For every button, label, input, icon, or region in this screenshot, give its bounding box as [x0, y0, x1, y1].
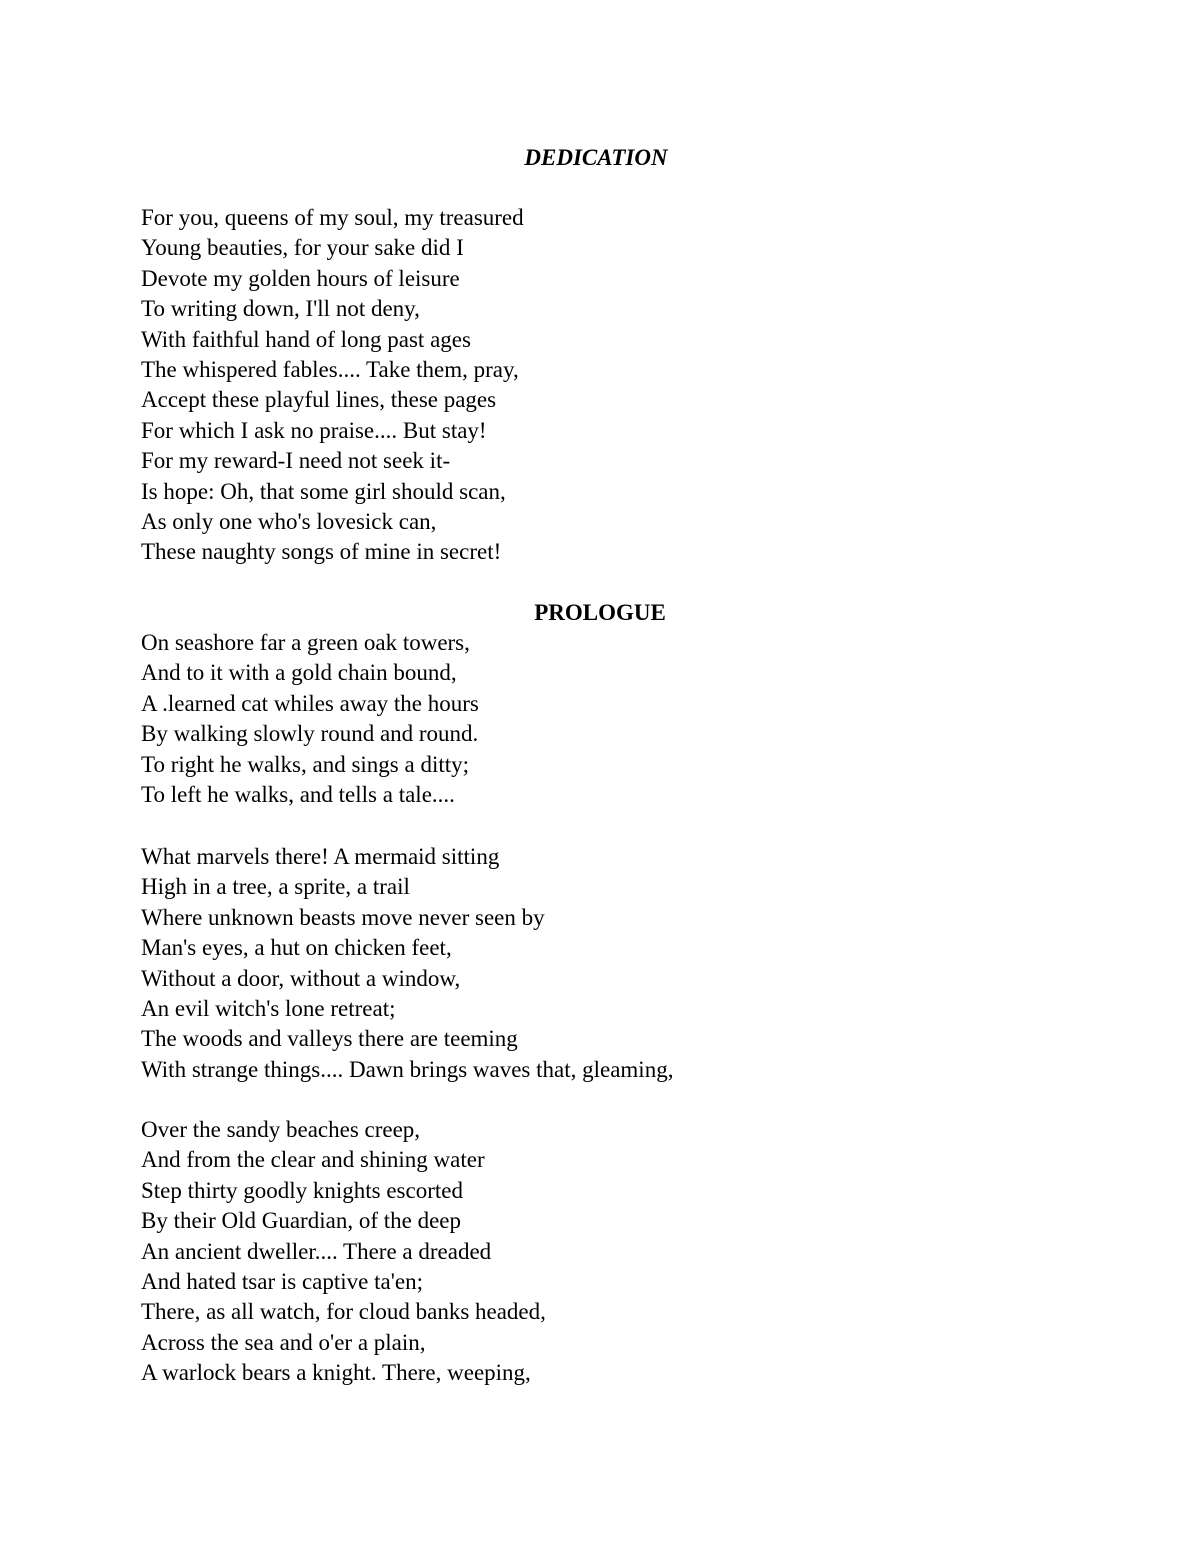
poem-line: An ancient dweller.... There a dreaded [141, 1238, 492, 1264]
poem-line: Young beauties, for your sake did I [141, 235, 464, 261]
dedication-heading: DEDICATION [524, 145, 668, 170]
poem-line: Over the sandy beaches creep, [141, 1117, 421, 1142]
poem-line: And hated tsar is captive ta'en; [141, 1268, 423, 1294]
poem-line: Is hope: Oh, that some girl should scan, [141, 478, 506, 504]
poem-line: And to it with a gold chain bound, [141, 660, 457, 686]
poem-line: High in a tree, a sprite, a trail [141, 874, 410, 900]
poem-line: Across the sea and o'er a plain, [141, 1329, 426, 1355]
poem-line: Man's eyes, a hut on chicken feet, [141, 935, 452, 961]
poem-line: As only one who's lovesick can, [141, 508, 437, 534]
poem-line: The woods and valleys there are teeming [141, 1026, 518, 1052]
poem-line: There, as all watch, for cloud banks headed, [141, 1299, 546, 1325]
poem-line: A .learned cat whiles away the hours [141, 690, 479, 716]
dedication-stanza [141, 203, 1141, 568]
poem-line: To writing down, I'll not deny, [141, 296, 420, 322]
poem-line: With strange things.... Dawn brings waves that, gleaming, [141, 1056, 674, 1082]
poem-line: Step thirty goodly knights escorted [141, 1177, 463, 1203]
poem-line: The whispered fables.... Take them, pray, [141, 356, 519, 382]
poem-line: These naughty songs of mine in secret! [141, 539, 502, 565]
prologue-heading: PROLOGUE [534, 600, 666, 625]
poem-line: To left he walks, and tells a tale.... [141, 781, 455, 807]
poem-line: Where unknown beasts move never seen by [141, 904, 545, 930]
poem-line: Without a door, without a window, [141, 965, 461, 991]
poem-line: With faithful hand of long past ages [141, 326, 471, 352]
poem-line: And from the clear and shining water [141, 1147, 485, 1173]
poem-line: For which I ask no praise.... But stay! [141, 417, 487, 443]
poem-line: By walking slowly round and round. [141, 721, 479, 747]
poem-line: To right he walks, and sings a ditty; [141, 751, 470, 777]
poem-line: What marvels there! A mermaid sitting [141, 844, 500, 869]
poem-line: On seashore far a green oak towers, [141, 630, 470, 655]
prologue-stanza-3 [141, 1115, 1141, 1389]
poem-line: A warlock bears a knight. There, weeping, [141, 1360, 531, 1386]
poem-line: Devote my golden hours of leisure [141, 265, 460, 291]
poem-line: An evil witch's lone retreat; [141, 995, 396, 1021]
poem-line: For my reward-I need not seek it- [141, 448, 451, 474]
prologue-stanza-1 [141, 628, 1141, 810]
poem-line: Accept these playful lines, these pages [141, 387, 497, 413]
poem-line: For you, queens of my soul, my treasured [141, 205, 524, 230]
poem-line: By their Old Guardian, of the deep [141, 1208, 461, 1234]
prologue-stanza-2 [141, 842, 1141, 1085]
